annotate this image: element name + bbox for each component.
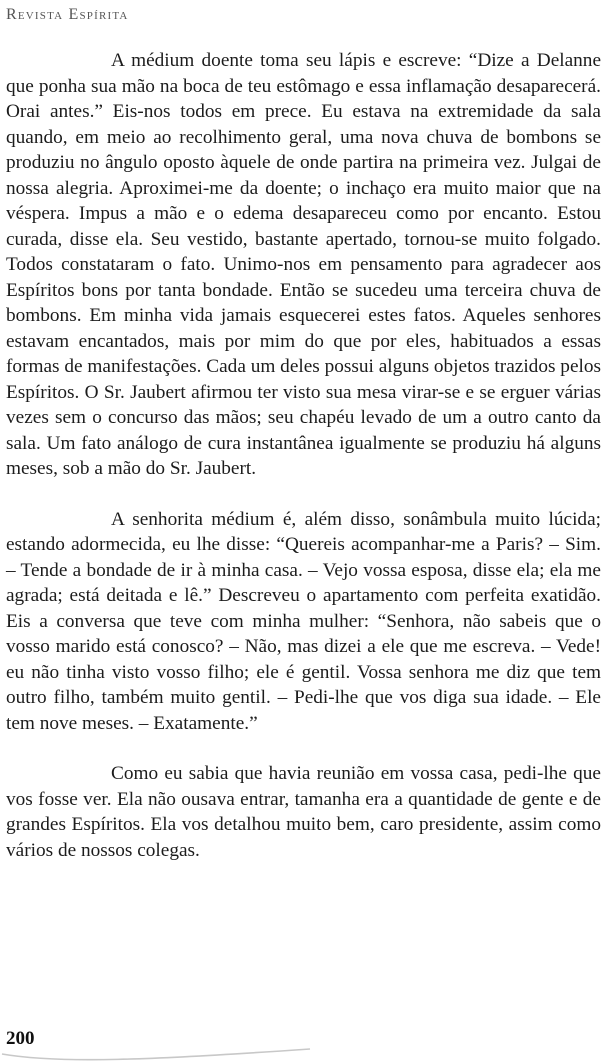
- paragraph-1: A médium doente toma seu lápis e escreve: “Dize a Delanne que ponha sua mão na boca de teu estômago e essa inflamação desaparecerá. Orai antes.” Eis-nos todos em prece. Eu estava na extremidade da sala quando, em meio ao recolhimento geral, uma nova chuva de bombons se produziu no ângulo oposto àquele de onde partira na primeira vez. Julgai de nossa alegria. Aproximei-me da doente; o inchaço era muito maior que na véspera. Impus a mão e o edema desapareceu como por encanto. Estou curada, disse ela. Seu vestido, bastante apertado, tornou-se muito folgado. Todos constataram o fato. Unimo-nos em pensamento para agradecer aos Espíritos bons por tanta bondade. Então se sucedeu uma terceira chuva de bombons. Em minha vida jamais esquecerei estes fatos. Aqueles senhores estavam encantados, mais por mim do que por eles, habituados a essas formas de manifestações. Cada um deles possui alguns objetos trazidos pelos Espíritos. O Sr. Jaubert afirmou ter visto sua mesa virar-se e se erguer várias vezes sem o concurso das mãos; seu chapéu levado de um a outro canto da sala. Um fato análogo de cura instantânea igualmente se produziu há alguns meses, sob a mão do Sr. Jaubert.: [6, 50, 601, 479]
- paragraph-2: A senhorita médium é, além disso, sonâmbula muito lúcida; estando adormecida, eu lhe disse: “Quereis acompanhar-me a Paris? – Sim. – Tende a bondade de ir à minha casa. – Vejo vossa esposa, disse ela; ela me agrada; está deitada e lê.” Descreveu o apartamento com perfeita exatidão. Eis a conversa que teve com minha mulher: “Senhora, não sabeis que o vosso marido está conosco? – Não, mas dizei a ele que me escreva. – Vede! eu não tinha visto vosso filho; ele é gentil. Vossa senhora me diz que tem outro filho, também muito gentil. – Pedi-lhe que vos diga sua idade. – Ele tem nove meses. – Exatamente.”: [6, 508, 601, 734]
- page-body: [6, 48, 601, 863]
- paragraph-3: Como eu sabia que havia reunião em vossa casa, pedi-lhe que vos fosse ver. Ela não ousava entrar, tamanha era a quantidade de gente e de grandes Espíritos. Ela vos detalhou muito bem, caro presidente, assim como vários de nossos colegas.: [6, 763, 601, 861]
- footer-swoosh-ornament: [0, 1024, 320, 1063]
- running-header: Revista Espírita: [6, 6, 129, 23]
- page-number: 200: [6, 1028, 35, 1049]
- page-footer: [0, 1024, 607, 1063]
